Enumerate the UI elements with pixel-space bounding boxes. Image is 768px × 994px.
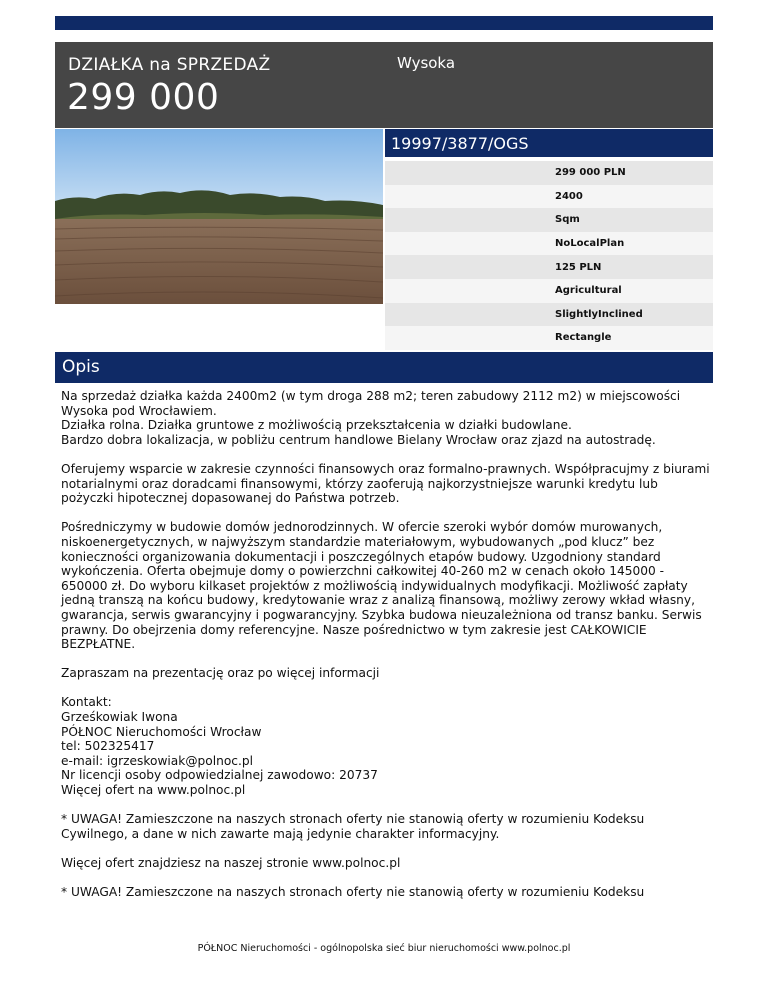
property-local-plan: NoLocalPlan [385, 232, 713, 256]
property-price: 299 000 PLN [385, 161, 713, 185]
top-accent-bar [55, 16, 713, 30]
property-area: 2400 [385, 185, 713, 209]
property-terrain: SlightlyInclined [385, 303, 713, 327]
property-photo [55, 129, 383, 304]
property-area-unit: Sqm [385, 208, 713, 232]
description-paragraph: Oferujemy wsparcie w zakresie czynności finansowych oraz formalno-prawnych. Współpracujmy z biurami notarialnymi oraz doradcami finansowymi, którzy zaoferują najkorzystniejsze warunki kredytu lub pożyczki hipotecznej dopasowanej do Państwa potrzeb. [61, 461, 710, 506]
description-paragraph: Na sprzedaż działka każda 2400m2 (w tym droga 288 m2; teren zabudowy 2112 m2) w miejscowości Wysoka pod Wrocławiem. Działka rolna. Działka gruntowe z możliwością przekształcenia w działki budowlane. Bardzo dobra lokalizacja, w pobliżu centrum handlowe Bielany Wrocław oraz zjazd na autostradę. [61, 389, 681, 447]
listing-type: DZIAŁKA na SPRZEDAŻ [68, 55, 271, 75]
description-heading: Opis [55, 352, 713, 383]
page-footer: PÓŁNOC Nieruchomości - ogólnopolska sieć biur nieruchomości www.polnoc.pl [197, 943, 571, 954]
disclaimer-paragraph: * UWAGA! Zamieszczone na naszych stronach oferty nie stanowią oferty w rozumieniu Kodeksu Cywilnego, a dane w nich zawarte mają jedynie charakter informacyjny. [61, 812, 645, 841]
field-landscape-image [55, 129, 383, 304]
description-paragraph: Zapraszam na prezentację oraz po więcej informacji [61, 666, 380, 681]
offer-id: 19997/3877/OGS [385, 129, 713, 157]
property-price-per-unit: 125 PLN [385, 255, 713, 279]
description-paragraph: Pośredniczymy w budowie domów jednorodzinnych. W ofercie szeroki wybór domów murowanych, niskoenergetycznych, w najwyższym standardzie materiałowym, wybudowanych „pod klucz” bez konieczności organizowania dokumentacji i poszczególnych etapów budowy. Uzgodniony standard wykończenia. Oferta obejmuje domy o powierzchni całkowitej 40-260 m2 w cenach około 145000 - 650000 zł. Do wyboru kilkaset projektów z możliwością indywidualnych modyfikacji. Możliwość zapłaty jedną transzą na końcu budowy, kredytowanie wraz z analizą finansową, możliwy zerowy wkład własny, gwarancja, serwis gwarancyjny i pogwarancyjny. Szybka budowa nieuzależniona od transz banku. Serwis prawny. Do obejrzenia domy referencyjne. Nasze pośrednictwo w tym zakresie jest CAŁKOWICIE BEZPŁATNE. [61, 520, 702, 652]
contact-block: Kontakt: Grześkowiak Iwona PÓŁNOC Nieruchomości Wrocław tel: 502325417 e-mail: igrzeskowiak@polnoc.pl Nr licencji osoby odpowiedzialnej zawodowo: 20737 Więcej ofert na www.polnoc.pl [61, 695, 378, 798]
property-land-type: Agricultural [385, 279, 713, 303]
listing-header [55, 42, 713, 128]
property-shape: Rectangle [385, 326, 713, 350]
property-details-table [385, 161, 713, 350]
listing-price: 299 000 [67, 77, 220, 118]
listing-location: Wysoka [397, 54, 456, 72]
disclaimer-paragraph: * UWAGA! Zamieszczone na naszych stronach oferty nie stanowią oferty w rozumieniu Kodeksu [61, 885, 645, 900]
description-body [61, 389, 711, 914]
description-paragraph: Więcej ofert znajdziesz na naszej stronie www.polnoc.pl [61, 856, 401, 870]
